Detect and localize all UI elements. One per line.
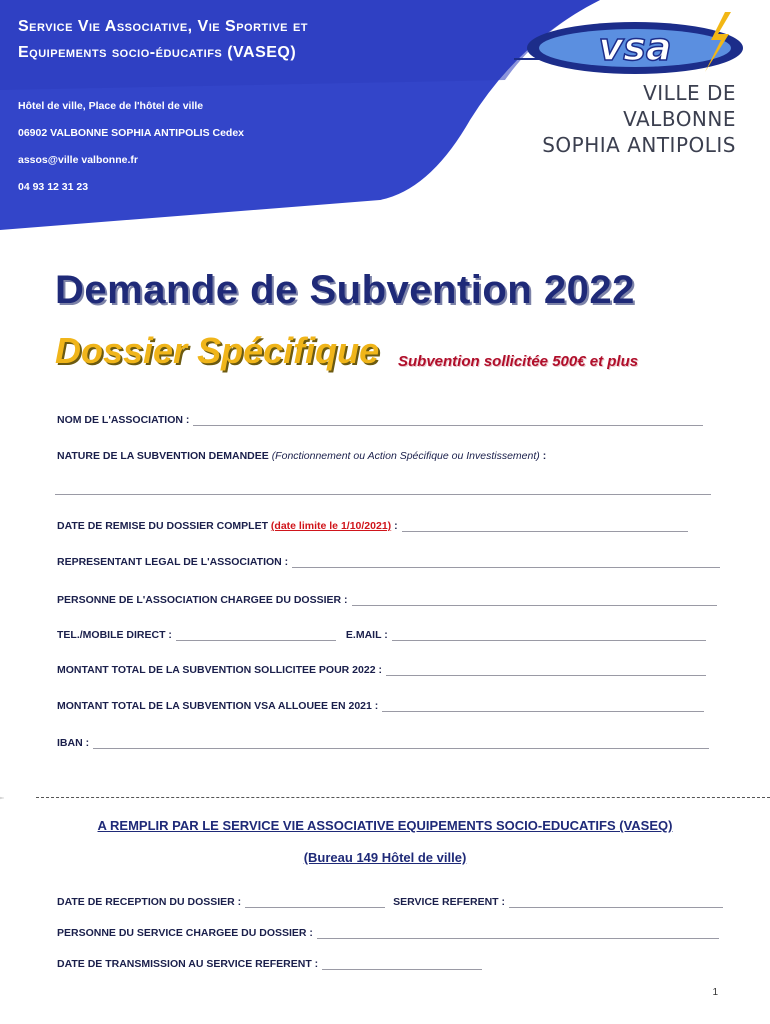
field-label: NATURE DE LA SUBVENTION DEMANDEE	[57, 450, 269, 462]
svg-text:vsa: vsa	[598, 25, 672, 69]
field-label-referent: SERVICE REFERENT :	[393, 896, 505, 908]
field-label-email: E.MAIL :	[345, 629, 388, 641]
scissors-icon	[0, 784, 60, 812]
input-line-tel[interactable]	[176, 630, 336, 641]
page-number: 1	[712, 987, 718, 998]
field-label: DATE DE REMISE DU DOSSIER COMPLET	[57, 520, 268, 532]
page-title: Demande de Subvention 2022	[55, 268, 635, 312]
contact-phone: 04 93 12 31 23	[18, 181, 89, 193]
input-line-nature[interactable]	[55, 494, 711, 495]
input-line[interactable]	[317, 928, 719, 939]
address-line2: 06902 VALBONNE SOPHIA ANTIPOLIS Cedex	[18, 127, 245, 139]
field-montant-vsa[interactable]	[57, 700, 704, 712]
service-title-line2: Equipements socio-éducatifs (VASEQ)	[18, 44, 297, 61]
date-limit: (date limite le 1/10/2021)	[270, 520, 392, 532]
input-line-reception[interactable]	[245, 897, 385, 908]
field-nature[interactable]	[57, 450, 546, 462]
input-line[interactable]	[382, 701, 704, 712]
field-label: PERSONNE DE L'ASSOCIATION CHARGEE DU DOSSIER :	[57, 594, 348, 606]
field-label: DATE DE TRANSMISSION AU SERVICE REFERENT :	[57, 958, 319, 970]
address-line1: Hôtel de ville, Place de l'hôtel de ville	[18, 100, 204, 112]
input-line[interactable]	[352, 595, 717, 606]
field-label: NOM DE L'ASSOCIATION :	[57, 414, 190, 426]
input-line[interactable]	[292, 557, 720, 568]
field-label: REPRESENTANT LEGAL DE L'ASSOCIATION :	[57, 556, 289, 568]
city-line3: SOPHIA ANTIPOLIS	[542, 133, 736, 157]
nature-colon: :	[542, 450, 547, 462]
service-title-line1: Service Vie Associative, Vie Sportive et	[18, 18, 309, 35]
field-label: MONTANT TOTAL DE LA SUBVENTION VSA ALLOUEE EN 2021 :	[57, 700, 379, 712]
field-montant-total[interactable]	[57, 664, 706, 676]
input-line[interactable]	[386, 665, 706, 676]
cut-line	[36, 797, 770, 798]
city-line1: VILLE DE	[643, 81, 736, 105]
field-transmission[interactable]	[57, 958, 482, 970]
input-line[interactable]	[322, 959, 482, 970]
field-representant[interactable]	[57, 556, 720, 568]
input-line[interactable]	[402, 521, 688, 532]
service-title	[18, 14, 308, 66]
input-line-referent[interactable]	[509, 897, 723, 908]
field-label: PERSONNE DU SERVICE CHARGEE DU DOSSIER :	[57, 927, 313, 939]
date-colon: :	[394, 520, 398, 532]
field-label: MONTANT TOTAL DE LA SUBVENTION SOLLICITEE POUR 2022 :	[57, 664, 382, 676]
field-tel-email[interactable]	[57, 629, 706, 641]
field-label: IBAN :	[57, 737, 90, 749]
nature-options: (Fonctionnement ou Action Spécifique ou Investissement)	[271, 450, 540, 462]
input-line[interactable]	[193, 415, 703, 426]
field-reception[interactable]	[57, 896, 723, 908]
field-association-name[interactable]	[57, 414, 703, 426]
field-date-remise[interactable]	[57, 520, 688, 532]
page-subtitle: Dossier Spécifique	[55, 330, 380, 371]
input-line[interactable]	[93, 738, 709, 749]
city-name	[542, 80, 736, 158]
contact-email: assos@ville valbonne.fr	[18, 154, 138, 166]
service-section-title: A REMPLIR PAR LE SERVICE VIE ASSOCIATIVE EQUIPEMENTS SOCIO-EDUCATIFS (VASEQ)	[97, 818, 673, 833]
field-iban[interactable]	[57, 737, 709, 749]
field-label-reception: DATE DE RECEPTION DU DOSSIER :	[57, 896, 242, 908]
subtitle-note: Subvention sollicitée 500€ et plus	[398, 353, 639, 370]
field-label-tel: TEL./MOBILE DIRECT :	[57, 629, 172, 641]
service-section-subtitle: (Bureau 149 Hôtel de ville)	[303, 850, 467, 865]
field-personne-service[interactable]	[57, 927, 719, 939]
city-line2: VALBONNE	[623, 107, 736, 131]
input-line-email[interactable]	[392, 630, 706, 641]
field-personne[interactable]	[57, 594, 717, 606]
